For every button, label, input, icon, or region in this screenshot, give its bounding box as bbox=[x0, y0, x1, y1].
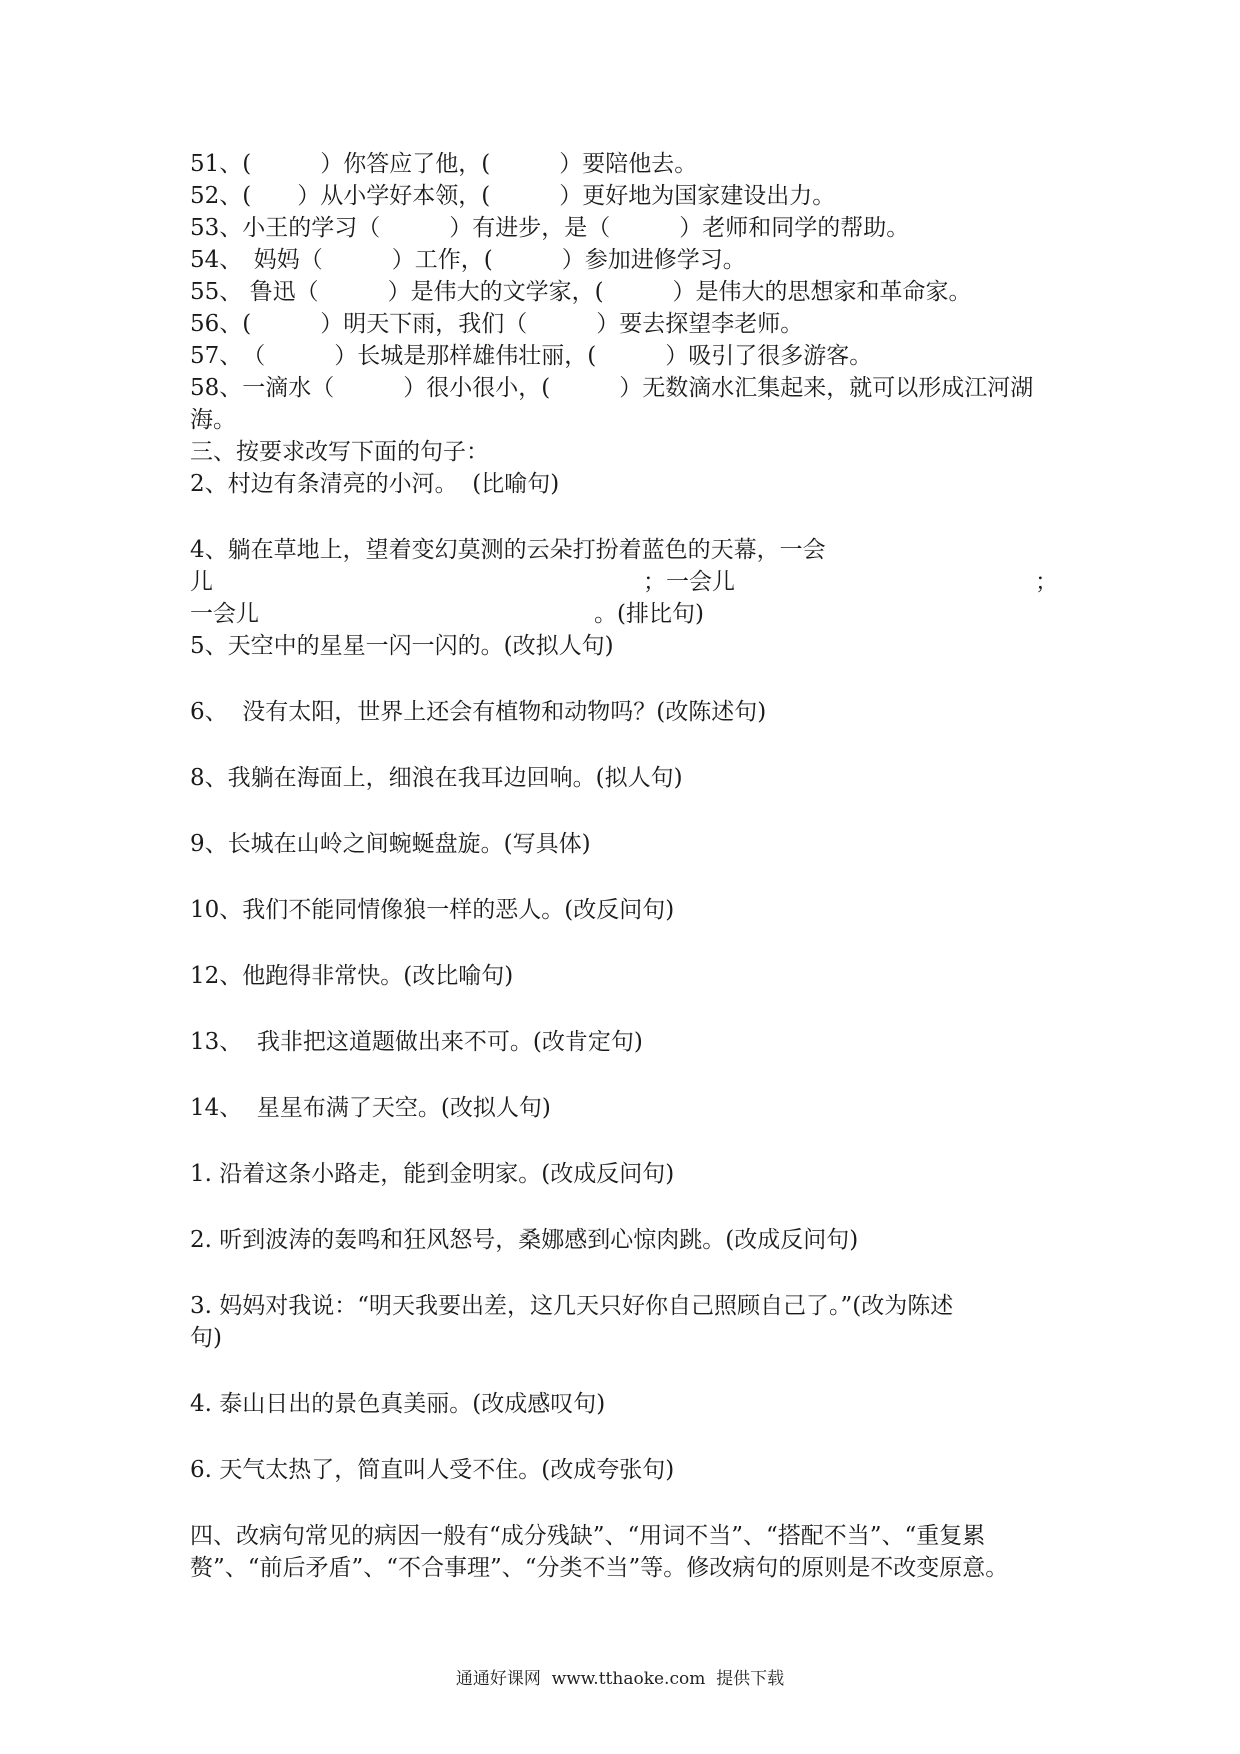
rewrite-b4: 4. 泰山日出的景色真美丽。(改成感叹句) bbox=[190, 1391, 606, 1417]
rewrite-5: 5、天空中的星星一闪一闪的。(改拟人句) bbox=[190, 633, 614, 659]
exercise-58: 58、一滴水（ ）很小很小，( ）无数滴水汇集起来，就可以形成江河湖 bbox=[190, 375, 1034, 401]
rewrite-9: 9、长城在山岭之间蜿蜒盘旋。(写具体) bbox=[190, 831, 591, 857]
exercise-54: 54、 妈妈（ ）工作，( ）参加进修学习。 bbox=[190, 247, 746, 273]
section-three-heading: 三、按要求改写下面的句子： bbox=[190, 439, 489, 465]
exercise-56: 56、( ）明天下雨，我们（ ）要去探望李老师。 bbox=[190, 311, 804, 337]
rewrite-13: 13、 我非把这道题做出来不可。(改肯定句) bbox=[190, 1029, 643, 1055]
worksheet-body bbox=[190, 148, 1058, 1584]
rewrite-4-line-3: 一会儿 。(排比句) bbox=[190, 601, 704, 627]
rewrite-12: 12、他跑得非常快。(改比喻句) bbox=[190, 963, 514, 989]
exercise-51: 51、( ）你答应了他，( ）要陪他去。 bbox=[190, 151, 698, 177]
exercise-58-continued: 海。 bbox=[190, 407, 236, 433]
exercise-55: 55、 鲁迅（ ）是伟大的文学家，( ）是伟大的思想家和革命家。 bbox=[190, 279, 972, 305]
exercise-53: 53、小王的学习（ ）有进步，是（ ）老师和同学的帮助。 bbox=[190, 215, 910, 241]
rewrite-b3-continued: 句) bbox=[190, 1325, 222, 1351]
rewrite-b3: 3. 妈妈对我说：“明天我要出差，这几天只好你自己照顾自己了。”(改为陈述 bbox=[190, 1293, 954, 1319]
section-four-line-2: 赘”、“前后矛盾”、“不合事理”、“分类不当”等。修改病句的原则是不改变原意。 bbox=[190, 1555, 1009, 1581]
rewrite-4-line-2: 儿 ；一会儿 ； bbox=[190, 569, 1058, 595]
exercise-57: 57、 （ ）长城是那样雄伟壮丽，( ）吸引了很多游客。 bbox=[190, 343, 873, 369]
footer-credit: 通通好课网 www.tthaoke.com 提供下载 bbox=[455, 1669, 785, 1689]
rewrite-14: 14、 星星布满了天空。(改拟人句) bbox=[190, 1095, 551, 1121]
rewrite-2: 2、村边有条清亮的小河。 (比喻句) bbox=[190, 471, 560, 497]
exercise-52: 52、( ）从小学好本领，( ）更好地为国家建设出力。 bbox=[190, 183, 836, 209]
rewrite-6: 6、 没有太阳，世界上还会有植物和动物吗？(改陈述句) bbox=[190, 699, 767, 725]
section-four-line-1: 四、改病句常见的病因一般有“成分残缺”、“用词不当”、“搭配不当”、“重复累 bbox=[190, 1523, 986, 1549]
rewrite-b1: 1. 沿着这条小路走，能到金明家。(改成反问句) bbox=[190, 1161, 675, 1187]
rewrite-b2: 2. 听到波涛的轰鸣和狂风怒号，桑娜感到心惊肉跳。(改成反问句) bbox=[190, 1227, 859, 1253]
rewrite-10: 10、我们不能同情像狼一样的恶人。(改反问句) bbox=[190, 897, 675, 923]
rewrite-8: 8、我躺在海面上，细浪在我耳边回响。(拟人句) bbox=[190, 765, 683, 791]
rewrite-4-line-1: 4、躺在草地上，望着变幻莫测的云朵打扮着蓝色的天幕，一会 bbox=[190, 537, 826, 563]
rewrite-b6: 6. 天气太热了，简直叫人受不住。(改成夸张句) bbox=[190, 1457, 675, 1483]
